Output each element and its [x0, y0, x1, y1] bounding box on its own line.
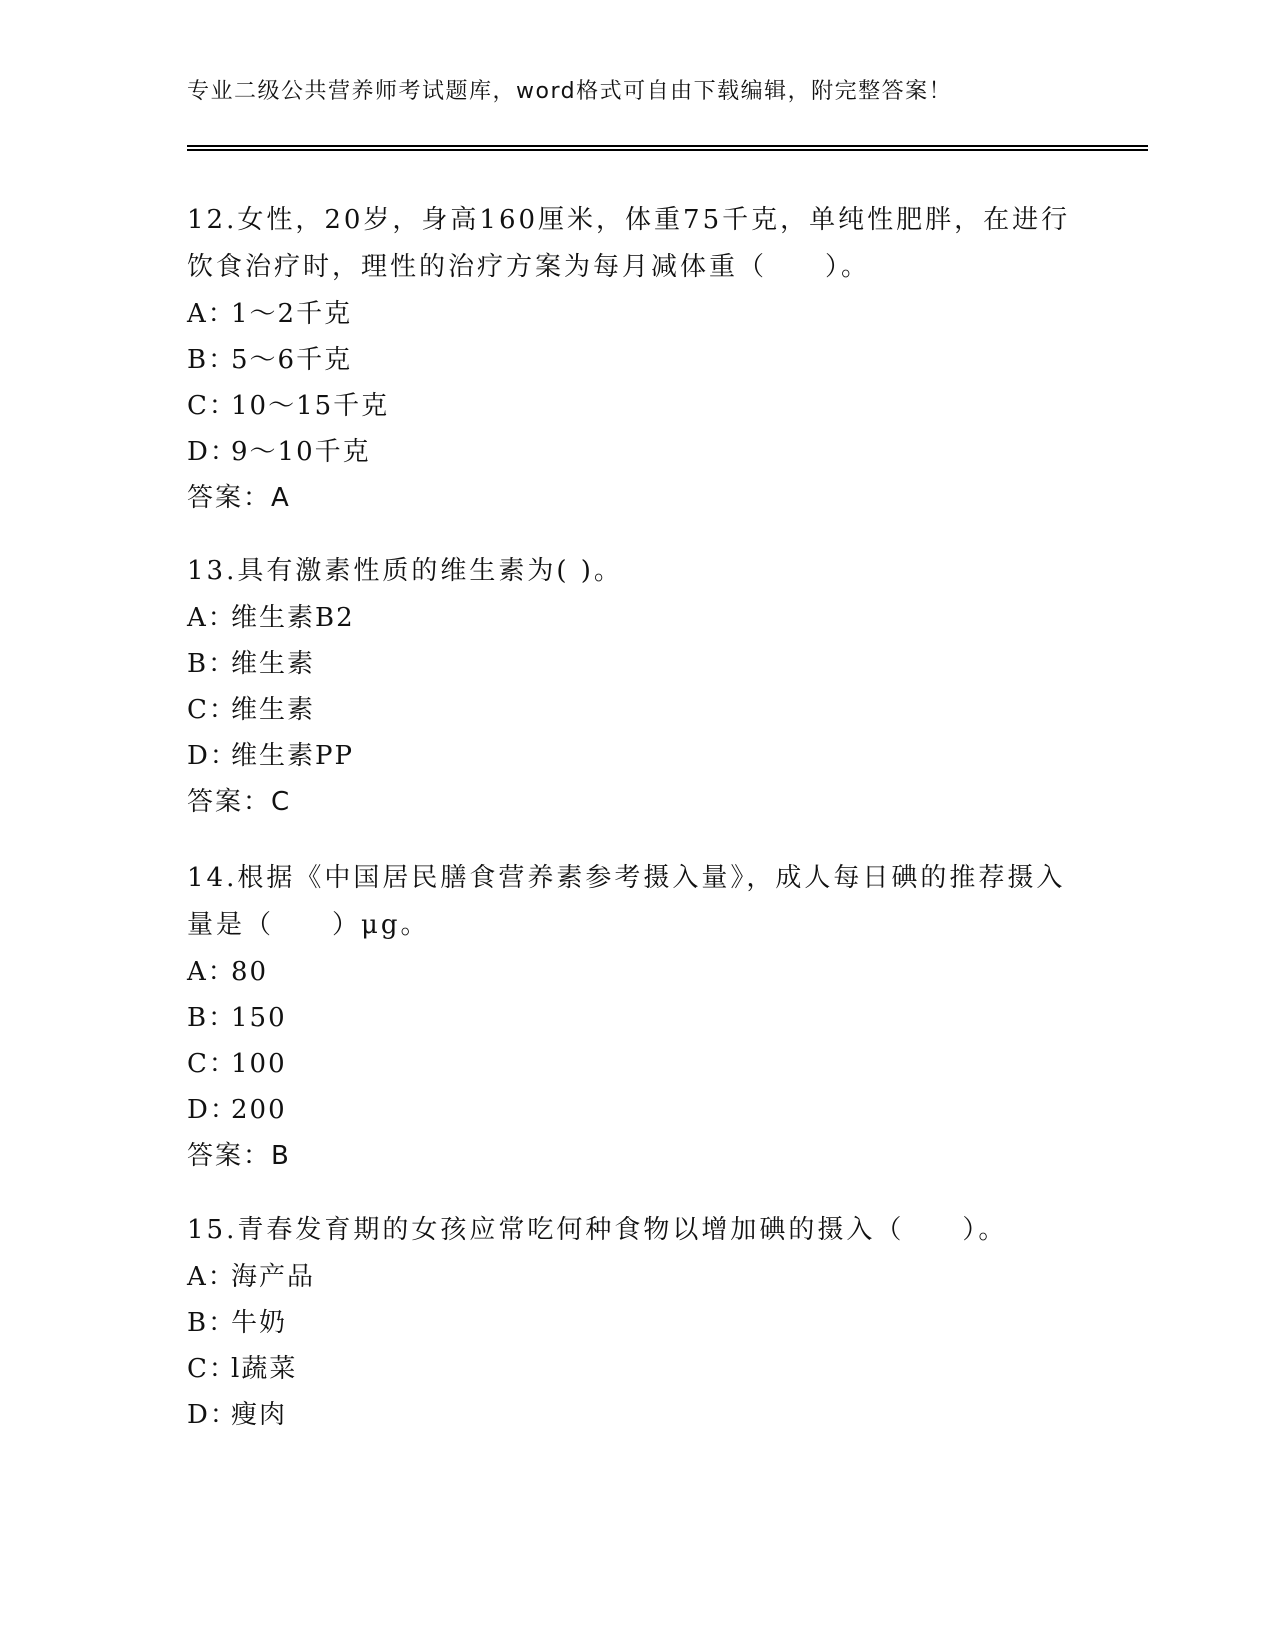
option-a [187, 1254, 1077, 1300]
option-label: D： [187, 1095, 238, 1125]
option-label: D： [187, 437, 238, 467]
option-label: B： [187, 345, 237, 375]
option-text: 200 [231, 1095, 287, 1125]
option-label: D： [187, 1400, 238, 1430]
option-text: 100 [231, 1049, 287, 1079]
answer: 答案：A [187, 483, 291, 513]
option-text: 瘦肉 [231, 1400, 288, 1430]
option-text: 9～10千克 [231, 437, 371, 467]
option-text: 10～15千克 [231, 391, 390, 421]
option-text: l蔬菜 [231, 1354, 298, 1384]
option-c [187, 1346, 1077, 1392]
option-text: 5～6千克 [231, 345, 353, 375]
option-text: 牛奶 [231, 1308, 288, 1338]
option-b [187, 641, 1077, 687]
option-label: A： [187, 957, 236, 987]
option-a [187, 949, 1077, 995]
option-d [187, 1392, 1077, 1438]
option-text: 维生素B2 [231, 603, 355, 633]
question-stem: 15.青春发育期的女孩应常吃何种食物以增加碘的摄入（ ）。 [187, 1215, 1008, 1245]
question-stem: 13.具有激素性质的维生素为( )。 [187, 556, 623, 586]
option-text: 80 [231, 957, 269, 987]
option-b [187, 337, 1077, 383]
option-text: 1～2千克 [231, 299, 353, 329]
header-divider [187, 145, 1148, 151]
option-label: C： [187, 1049, 237, 1079]
option-label: A： [187, 299, 236, 329]
option-label: C： [187, 1354, 237, 1384]
option-b [187, 995, 1077, 1041]
option-b [187, 1300, 1077, 1346]
option-text: 维生素PP [231, 741, 354, 771]
question-12 [187, 197, 1077, 521]
option-text: 海产品 [231, 1262, 316, 1292]
option-c [187, 383, 1077, 429]
option-label: C： [187, 695, 237, 725]
answer: 答案：B [187, 1141, 291, 1171]
question-15 [187, 1207, 1077, 1438]
answer: 答案：C [187, 787, 292, 817]
question-stem: 14.根据《中国居民膳食营养素参考摄入量》，成人每日碘的推荐摄入量是（ ）μg。 [187, 863, 1066, 940]
option-c [187, 1041, 1077, 1087]
document-header: 专业二级公共营养师考试题库，word格式可自由下载编辑，附完整答案！ [187, 79, 953, 104]
option-c [187, 687, 1077, 733]
option-d [187, 733, 1077, 779]
option-a [187, 595, 1077, 641]
option-text: 150 [231, 1003, 287, 1033]
option-text: 维生素 [231, 649, 316, 679]
option-d [187, 429, 1077, 475]
option-label: B： [187, 1308, 237, 1338]
option-label: B： [187, 1003, 237, 1033]
option-label: A： [187, 603, 236, 633]
question-14 [187, 855, 1077, 1179]
option-text: 维生素 [231, 695, 316, 725]
option-label: D： [187, 741, 238, 771]
option-label: C： [187, 391, 237, 421]
question-stem: 12.女性，20岁，身高160厘米，体重75千克，单纯性肥胖，在进行饮食治疗时，理性的治疗方案为每月减体重（ ）。 [187, 205, 1071, 282]
option-label: A： [187, 1262, 236, 1292]
option-a [187, 291, 1077, 337]
option-label: B： [187, 649, 237, 679]
question-13 [187, 548, 1077, 825]
option-d [187, 1087, 1077, 1133]
